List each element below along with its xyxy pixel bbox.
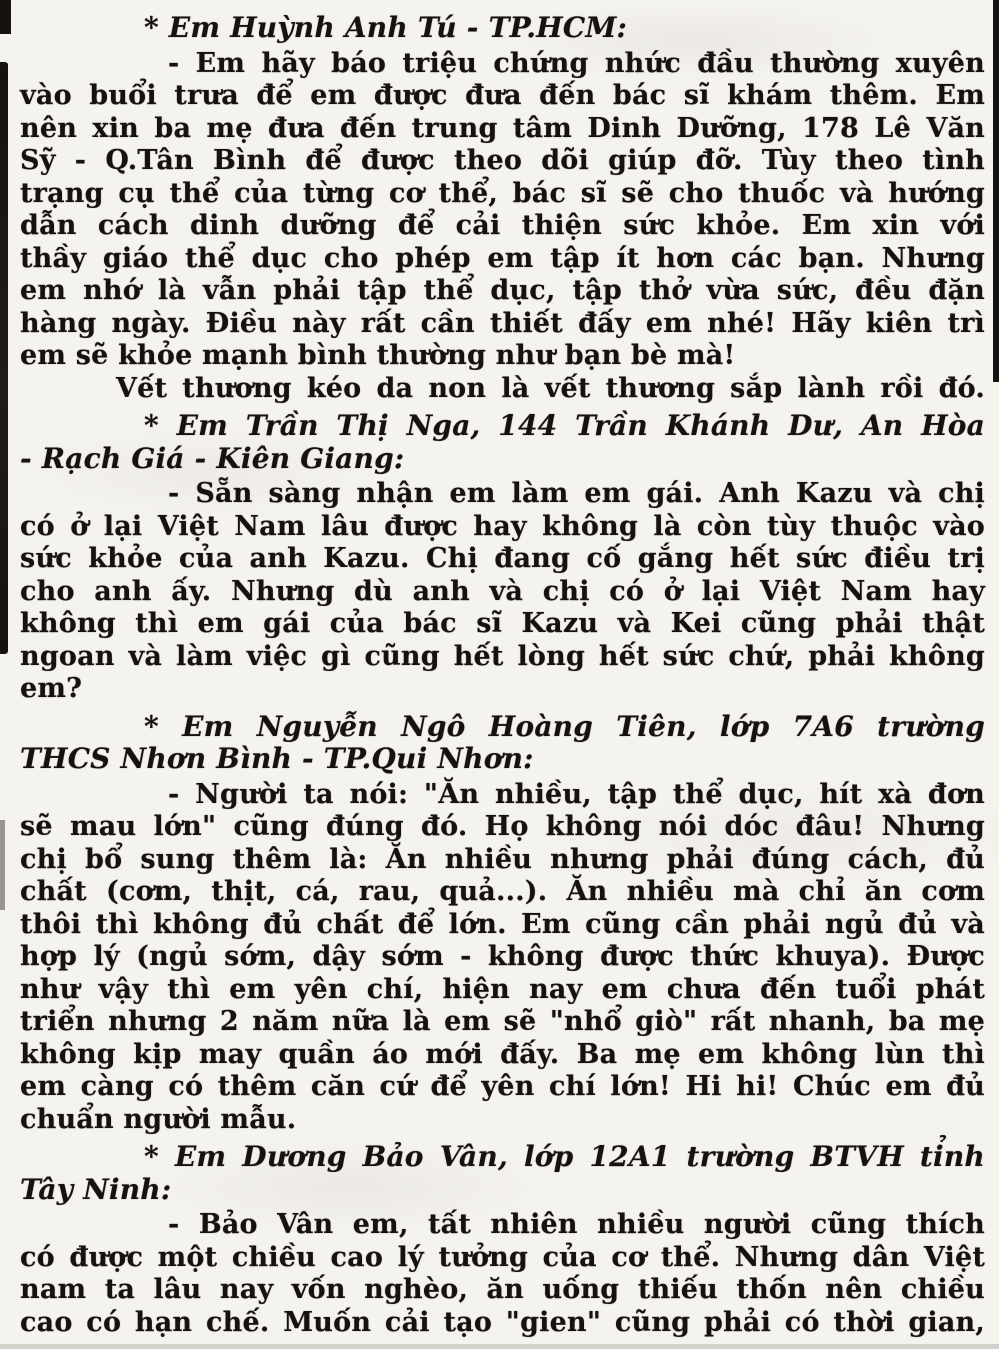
page-text-column xyxy=(20,12,985,1339)
scan-artifact-left-top-strip xyxy=(0,0,11,34)
letter-header-line: * Em Nguyễn Ngô Hoàng Tiên, lớp 7A6 trường xyxy=(144,709,985,743)
letter-1-header xyxy=(20,12,985,45)
text-line: thầy giáo thể dục cho phép em tập ít hơn các bạn. Nhưng xyxy=(20,242,985,274)
text-line: - Người ta nói: "Ăn nhiều, tập thể dục, hít xà đơn xyxy=(168,778,985,810)
scan-artifact-left-smudge xyxy=(0,820,5,910)
text-line: trạng cụ thể của từng cơ thể, bác sĩ sẽ cho thuốc và hướng xyxy=(20,177,985,209)
letter-1-reply xyxy=(20,48,985,373)
letter-1-postscript xyxy=(20,373,985,406)
text-line: - Bảo Vân em, tất nhiên nhiều người cũng thích xyxy=(168,1209,985,1240)
text-line: - Sẵn sàng nhận em làm em gái. Anh Kazu và chị xyxy=(168,478,985,509)
letter-3-reply xyxy=(20,779,985,1137)
text-line: như vậy thì em yên chí, hiện nay em chưa đến tuổi phát xyxy=(20,973,985,1005)
text-line: ngoan và làm việc gì cũng hết lòng hết sức chứ, phải không xyxy=(20,640,985,672)
text-line: cho anh ấy. Nhưng dù anh và chị có ở lại Việt Nam hay xyxy=(20,575,985,607)
text-line: em càng có thêm căn cứ để yên chí lớn! Hi hi! Chúc em đủ xyxy=(20,1071,985,1102)
text-line: có được một chiều cao lý tưởng của cơ thể. Nhưng dân Việt xyxy=(20,1241,985,1273)
text-line: sức khỏe của anh Kazu. Chị đang cố gắng hết sức điều trị xyxy=(20,543,985,574)
text-line: sẽ mau lớn" cũng đúng đó. Họ không nói dóc đâu! Nhưng xyxy=(20,811,985,842)
text-line: em nhớ là vẫn phải tập thể dục, tập thở vừa sức, đều đặn xyxy=(20,275,985,306)
text-line: có ở lại Việt Nam lâu được hay không là còn tùy thuộc vào xyxy=(20,510,985,542)
text-line: thôi thì không đủ chất để lớn. Em cũng cần phải ngủ đủ và xyxy=(20,908,985,940)
letter-3-header xyxy=(20,711,985,776)
text-line: cao có hạn chế. Muốn cải tạo "gien" cũng phải có thời gian, xyxy=(20,1306,985,1338)
text-line: hợp lý (ngủ sớm, dậy sớm - không được thức khuya). Được xyxy=(20,941,985,972)
letter-header-line: * Em Huỳnh Anh Tú - TP.HCM: xyxy=(144,11,628,44)
text-line: nên xin ba mẹ đưa đến trung tâm Dinh Dưỡng, 178 Lê Văn xyxy=(20,112,985,144)
scan-artifact-right-strip xyxy=(993,0,999,382)
scan-artifact-left-strip xyxy=(0,62,8,654)
text-line: chị bổ sung thêm là: Ăn nhiều nhưng phải đúng cách, đủ xyxy=(20,843,985,875)
text-line: - Em hãy báo triệu chứng nhức đầu thường xuyên xyxy=(168,47,985,79)
letter-4-reply xyxy=(20,1209,985,1339)
letter-4-header xyxy=(20,1141,985,1206)
text-line: dẫn cách dinh dưỡng để cải thiện sức khỏe. Em xin với xyxy=(20,210,985,241)
text-line: triển nhưng 2 năm nữa là em sẽ "nhổ giò" rất nhanh, ba mẹ xyxy=(20,1006,985,1037)
text-line: Sỹ - Q.Tân Bình để được theo dõi giúp đỡ. Tùy theo tình xyxy=(20,145,985,176)
letter-header-line: Tây Ninh: xyxy=(20,1172,172,1206)
text-line: hàng ngày. Điều này rất cần thiết đấy em nhé! Hãy kiên trì xyxy=(20,307,985,339)
letter-header-line: THCS Nhơn Bình - TP.Qui Nhơn: xyxy=(20,742,534,775)
text-line: chất (cơm, thịt, cá, rau, quả...). Ăn nhiều mà chỉ ăn cơm xyxy=(20,876,985,907)
text-line: em sẽ khỏe mạnh bình thường như bạn bè mà! xyxy=(20,340,736,371)
letter-header-line: - Rạch Giá - Kiên Giang: xyxy=(20,441,405,475)
text-line: vào buổi trưa để em được đưa đến bác sĩ khám thêm. Em xyxy=(20,80,985,111)
text-line: em? xyxy=(20,673,83,704)
letter-header-line: * Em Trần Thị Nga, 144 Trần Khánh Dư, An Hòa xyxy=(144,409,985,442)
scan-artifact-bottom-band xyxy=(0,1344,999,1349)
letter-2-reply xyxy=(20,478,985,706)
letter-header-line: * Em Dương Bảo Vân, lớp 12A1 trường BTVH tỉnh xyxy=(144,1140,985,1173)
text-line: không kịp may quần áo mới đấy. Ba mẹ em không lùn thì xyxy=(20,1038,985,1070)
letter-2-header xyxy=(20,410,985,475)
text-line: chuẩn người mẫu. xyxy=(20,1103,297,1135)
text-line: Vết thương kéo da non là vết thương sắp lành rồi đó. xyxy=(116,372,985,404)
text-line: không thì em gái của bác sĩ Kazu và Kei cũng phải thật xyxy=(20,608,985,639)
text-line: nam ta lâu nay vốn nghèo, ăn uống thiếu thốn nên chiều xyxy=(20,1274,985,1305)
